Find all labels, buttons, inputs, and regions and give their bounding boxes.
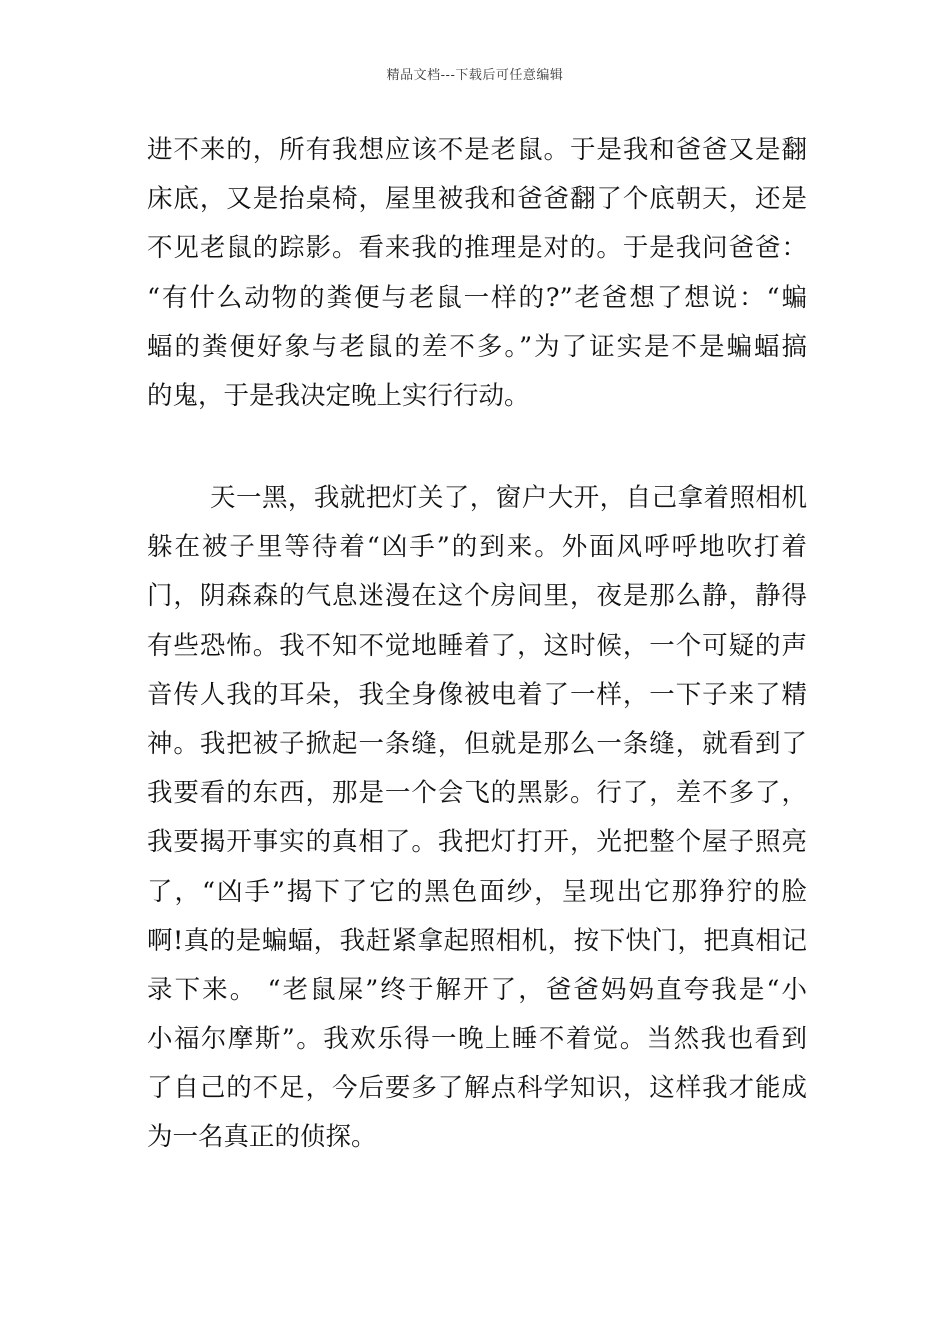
- text-line: 为一名真正的侦探。: [147, 1122, 377, 1153]
- text-line: 床底，又是抬桌椅，屋里被我和爸爸翻了个底朝天，还是: [147, 184, 807, 215]
- text-line: 啊!真的是蝙蝠，我赶紧拿起照相机，按下快门，把真相记: [147, 925, 807, 956]
- page-header: 精品文档---下载后可任意编辑: [386, 68, 564, 83]
- text-line: 天一黑，我就把灯关了，窗户大开，自己拿着照相机: [210, 483, 807, 513]
- text-line: 音传人我的耳朵，我全身像被电着了一样，一下子来了精: [147, 679, 807, 710]
- text-line: 进不来的，所有我想应该不是老鼠。于是我和爸爸又是翻: [147, 135, 807, 165]
- text-line: 了自己的不足，今后要多了解点科学知识，这样我才能成: [147, 1073, 807, 1104]
- text-line: 躲在被子里等待着“凶手”的到来。外面风呼呼地吹打着: [147, 532, 807, 563]
- text-line: 不见老鼠的踪影。看来我的推理是对的。于是我问爸爸：: [147, 233, 807, 264]
- text-line: 录下来。 “老鼠屎”终于解开了，爸爸妈妈直夸我是“小: [147, 974, 807, 1005]
- text-line: 神。我把被子掀起一条缝，但就是那么一条缝，就看到了: [147, 728, 807, 759]
- text-line: 我要揭开事实的真相了。我把灯打开，光把整个屋子照亮: [147, 827, 807, 858]
- paragraph-1: [147, 126, 807, 421]
- text-line: 我要看的东西，那是一个会飞的黑影。行了，差不多了，: [147, 778, 807, 809]
- text-line: 有些恐怖。我不知不觉地睡着了，这时候，一个可疑的声: [147, 630, 807, 661]
- text-line: 门，阴森森的气息迷漫在这个房间里，夜是那么静，静得: [147, 581, 807, 612]
- text-line: 了，“凶手”揭下了它的黑色面纱，呈现出它那狰狞的脸: [147, 876, 807, 907]
- text-line: 小福尔摩斯”。我欢乐得一晚上睡不着觉。当然我也看到: [147, 1024, 807, 1055]
- text-line: “有什么动物的粪便与老鼠一样的?”老爸想了想说：“蝙: [147, 282, 807, 313]
- text-line: 蝠的粪便好象与老鼠的差不多。”为了证实是不是蝙蝠搞: [147, 331, 807, 362]
- text-line: 的鬼，于是我决定晚上实行行动。: [147, 380, 530, 411]
- paragraph-2: [147, 474, 807, 1163]
